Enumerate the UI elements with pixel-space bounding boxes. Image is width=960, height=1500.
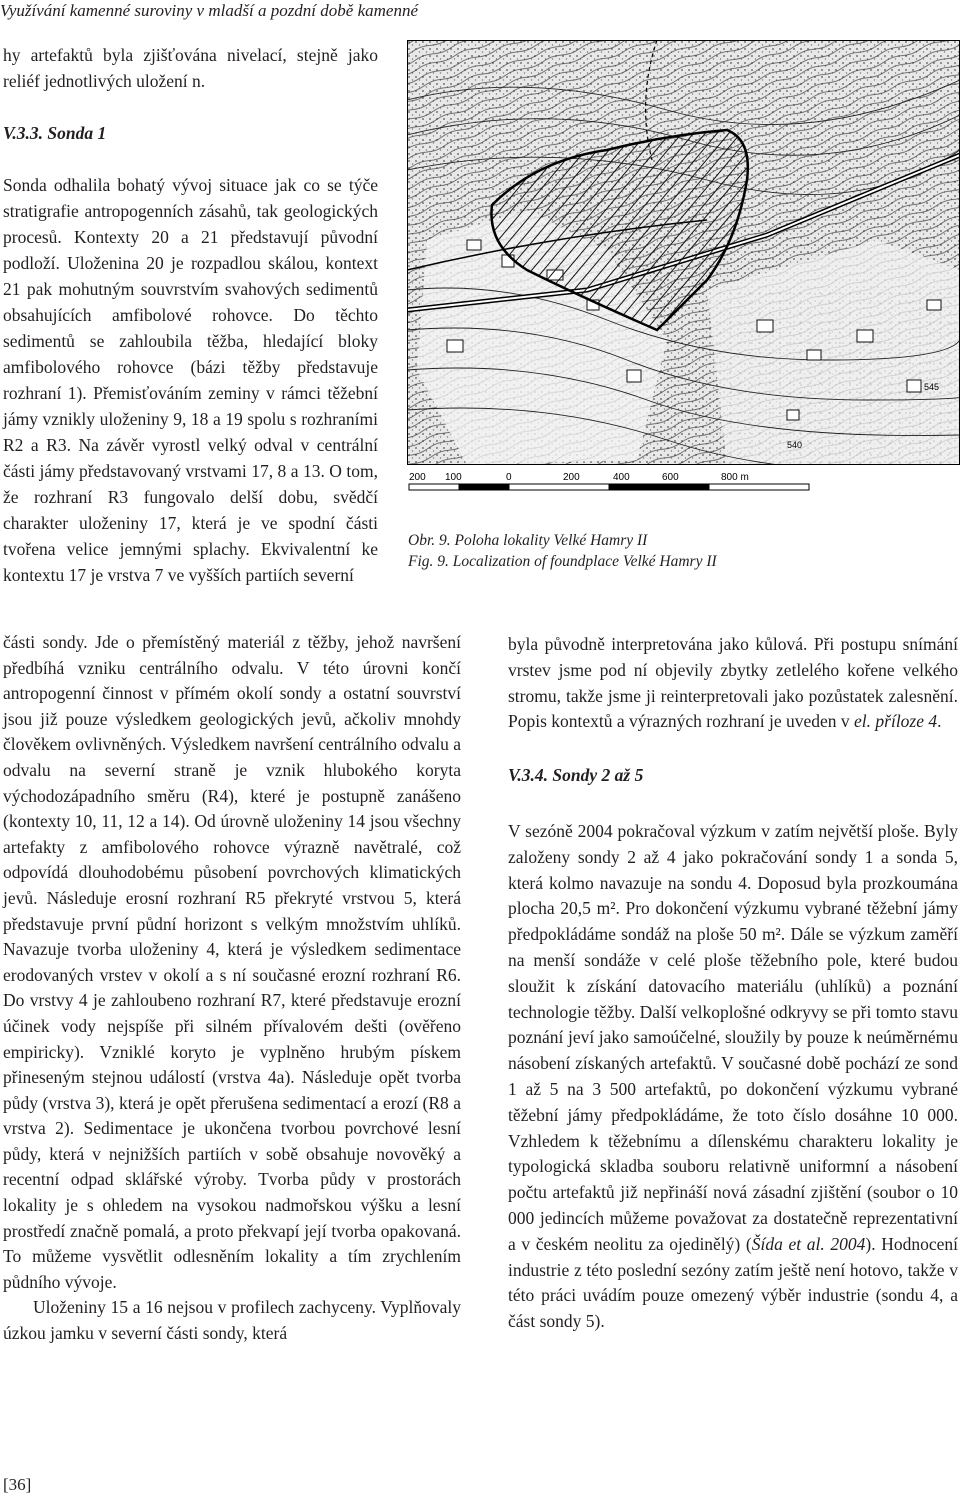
right-column [508, 632, 958, 1335]
map-body [407, 40, 960, 472]
page-number: [36] [3, 1475, 32, 1494]
sonda-1-paragraph: Sonda odhalila bohatý vývoj situace jak co se týče stratigrafie antropogenních zásahů, tak geologických procesů. Kontexty 20 a 21 představují původní podloží. Uloženina 20 je rozpadlou skálou, kontext 21 pak mohutným souvrstvím svahových sedimentů obsahujících amfibolové rohovce. Do těchto sedimentů se zahloubila těžba, hledající bloky amfibolového rohovce (bázi těžby představuje rozhraní 1). Přemisťováním zeminy v rámci těžební jámy vznikly uloženiny 9, 18 a 19 spolu s rozhraními R2 a R3. Na závěr vyrostl velký odval v centrální části jámy představovaný vrstvami 17, 8 a 13. O tom, že rozhraní R3 fungovalo delší dobu, svědčí charakter uloženiny 17, která je ve spodní části tvořena velice jemnými splachy. Ekvivalentní ke kontextu 17 je vrstva 7 ve vyšších partiích severní [3, 175, 378, 585]
intro-paragraph: hy artefaktů byla zjišťována nivelací, stejně jako reliéf jednotlivých uložení n. [3, 45, 378, 91]
map-label-545: 545 [924, 382, 940, 392]
map-label-540: 540 [787, 440, 803, 450]
paragraph-text: ). Hodnocení industrie z této poslední sezóny zatím ještě není hotovo, takže v této práci uvádím pouze omezený výběr industrie (sondu 4, a část sondy 5). [508, 1233, 958, 1332]
scale-label: 400 [613, 472, 630, 483]
figure-caption [408, 530, 960, 572]
section-heading-sondy-2-5: V.3.4. Sondy 2 až 5 [508, 765, 644, 786]
paragraph-text: V sezóně 2004 pokračoval výzkum v zatím největší ploše. Byly založeny sondy 2 až 4 jako pokračování sondy 1 a sonda 5, která kolmo navazuje na sondu 4. Doposud byla prozkoumána plocha 20,5 m². Pro dokončení výzkumu vybrané těžební jámy předpokládáme sondáž na ploše 50 m². Dále se výzkum zaměří na menší sondáže v celé ploše těžebního pole, které budou sloužit k získání datovacího materiálu (uhlíků) a poznání technologie těžby. Další velkoplošné odkryvy se při tomto stavu poznání jeví jako samoúčelné, sloužily by pouze k neúměrnému násobení získaných artefaktů. V současné době pochází ze sond 1 až 5 na 3 500 artefaktů, po dokončení výzkumu vybrané těžební jámy předpokládáme, že toto číslo dosáhne 10 000. Vzhledem k těžebnímu a dílenskému charakteru lokality je typologická skladba souboru relativně uniformní a násobení počtu artefaktů již nepřináší nová zásadní zjištění (soubor o 10 000 jedincích můžeme považovat za dostatečně reprezentativní a v českém neolitu za ojedinělý) ( [508, 820, 958, 1254]
right-paragraph-1 [508, 632, 958, 735]
left-paragraph-1: části sondy. Jde o přemístěný materiál z těžby, jehož navršení předbíhá vzniku centrálního odvalu. V této úrovni končí antropogenní činnost v přímém okolí sondy a ostatní souvrství jsou již pouze výsledkem geologických jevů, ačkoliv mnohdy člověkem ovlivněných. Výsledkem navršení centrálního odvalu a odvalu na severní straně je vznik hlubokého koryta východozápadního směru (R4), které je postupně zanášeno (kontexty 10, 11, 12 a 14). Od úrovně uloženiny 14 jsou všechny artefakty z amfibolového rohovce výrazně navětralé, což odpovídá dlouhodobému působení povrchových klimatických jevů. Následuje erosní rozhraní R5 překryté vrstvou 5, která představuje první půdní horizont s velkým množstvím uhlíků. Navazuje tvorba uloženiny 4, která je výsledkem sedimentace erodovaných vrstev v okolí a s ní současné erozní rozhraní R6. Do vrstvy 4 je zahloubeno rozhraní R7, které představuje erozní účinek vody nejspíše při silném přívalovém dešti (ověřeno empiricky). Vzniklé koryto je vyplněno hrubým pískem přineseným stejnou událostí (vrstva 4a). Následuje opět tvorba půdy (vrstva 3), která je opět přerušena sedimentací a erozí (R8 a vrstva 2). Sedimentace je ukončena tvorbou povrchové lesní půdy, která v nejnižších partiích v sobě obsahuje novověký a recentní odpad sklářské výroby. Tvorba půdy v prostorách lokality je s ohledem na vysokou nadmořskou výšku a lesní prostředí značně pomalá, a proto překvapí její tvorba opakovaná. To můžeme vysvětlit odlesněním lokality a tím zrychlením půdního vývoje. [3, 632, 461, 1292]
left-column [3, 630, 461, 1347]
scale-label: 100 [445, 472, 462, 483]
location-map [407, 40, 960, 520]
scale-label: 0 [506, 472, 512, 483]
citation: Šída et al. 2004 [751, 1233, 866, 1254]
appendix-reference: el. příloze 4 [854, 711, 938, 732]
paragraph-text: . [937, 711, 942, 732]
left-paragraph-2: Uloženiny 15 a 16 nejsou v profilech zachyceny. Vyplňovaly úzkou jamku v severní části sondy, která [3, 1297, 461, 1344]
right-paragraph-2 [508, 819, 958, 1335]
caption-cz: Obr. 9. Poloha lokality Velké Hamry II [408, 532, 648, 549]
top-column [3, 42, 378, 588]
paragraph-text: byla původně interpretována jako kůlová. Při postupu snímání vrstev jsme pod ní objevily zbytky zetlelého kořene velkého stromu, takže jsme ji reinterpretovali jako pozůstatek zalesnění. Popis kontextů a výrazných rozhraní je uveden v [508, 634, 958, 732]
section-heading-sonda-1: V.3.3. Sonda 1 [3, 123, 107, 143]
scale-label: 800 m [721, 472, 749, 483]
scale-bar [409, 472, 809, 490]
running-head: Využívání kamenné suroviny v mladší a pozdní době kamenné [0, 1, 418, 20]
scale-label: 600 [662, 472, 679, 483]
caption-en: Fig. 9. Localization of foundplace Velké Hamry II [408, 553, 717, 570]
scale-label: 200 [563, 472, 580, 483]
scale-label: 200 [409, 472, 426, 483]
